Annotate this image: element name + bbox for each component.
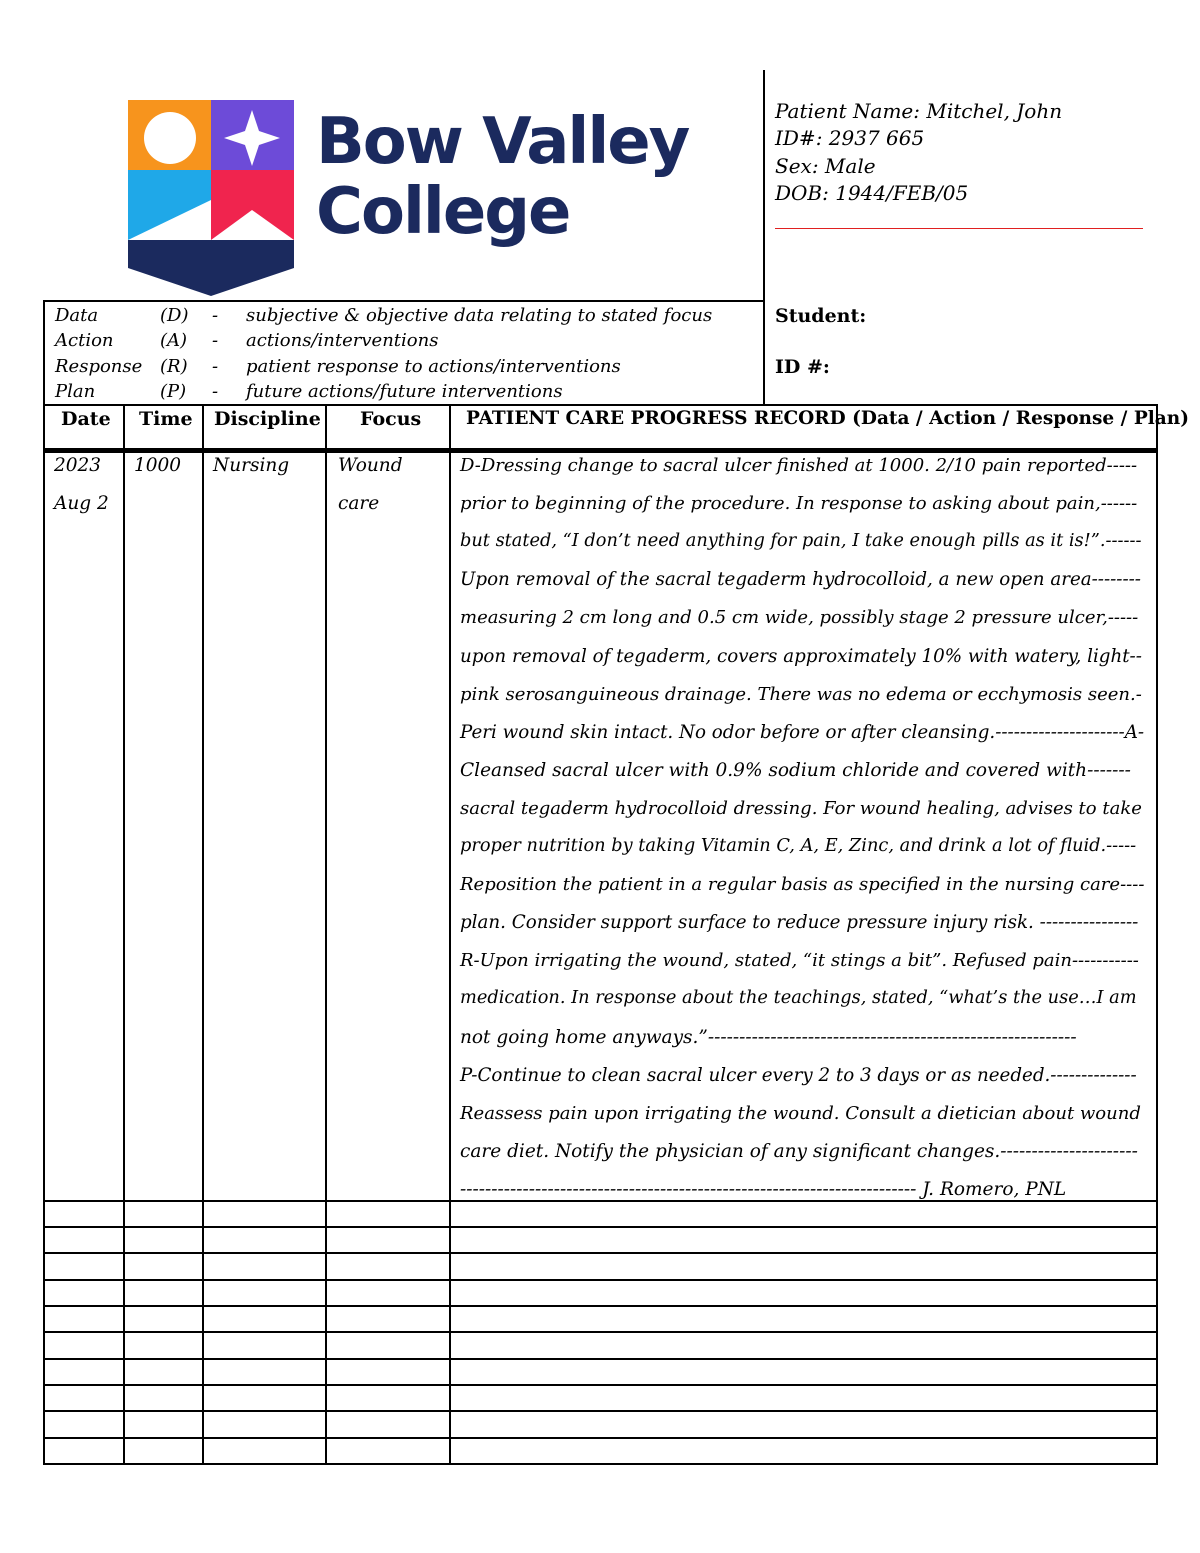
legend-dash-action: -: [212, 330, 219, 351]
note-line: sacral tegaderm hydrocolloid dressing. For wound healing, advises to take: [460, 797, 1142, 819]
header-focus: Focus: [360, 408, 422, 430]
row-line: [43, 1384, 1158, 1386]
row-line: [43, 1226, 1158, 1228]
note-line: upon removal of tegaderm, covers approximately 10% with watery, light--: [460, 645, 1142, 667]
row-line: [43, 1437, 1158, 1439]
note-line: Peri wound skin intact. No odor before or after cleansing.---------------------A-: [460, 721, 1145, 743]
patient-name: Patient Name: Mitchel, John: [775, 99, 1063, 123]
legend-term-action: Action: [55, 330, 114, 351]
header-record: PATIENT CARE PROGRESS RECORD (Data / Action / Response / Plan): [466, 408, 1189, 429]
row-line: [43, 1200, 1158, 1202]
header-time: Time: [139, 408, 193, 430]
table-header-bottom-border: [43, 448, 1158, 453]
note-line: not going home anyways.”-----------------------------------------------------------: [460, 1026, 1077, 1048]
note-line: P-Continue to clean sacral ulcer every 2 to 3 days or as needed.--------------: [460, 1064, 1137, 1086]
note-line: ------------------------------------------------------------------------- J. Romero, PNL: [460, 1178, 1067, 1200]
row-line: [43, 1305, 1158, 1307]
college-logo-icon: [128, 100, 294, 296]
row-line: [43, 1358, 1158, 1360]
row-line: [43, 1279, 1158, 1281]
legend-desc-plan: future actions/future interventions: [246, 381, 563, 402]
note-line: Reposition the patient in a regular basis as specified in the nursing care----: [460, 874, 1145, 896]
legend-left-border: [43, 300, 45, 405]
table-top-border: [43, 404, 1158, 406]
entry-discipline: Nursing: [213, 455, 290, 476]
legend-top-border: [43, 300, 765, 302]
entry-focus-line2: care: [338, 493, 380, 514]
legend-term-data: Data: [55, 305, 99, 326]
legend-desc-action: actions/interventions: [246, 330, 439, 351]
note-line: proper nutrition by taking Vitamin C, A, E, Zinc, and drink a lot of fluid.-----: [460, 836, 1137, 856]
legend-code-response: (R): [160, 356, 188, 377]
student-label: Student:: [775, 305, 867, 327]
entry-time: 1000: [134, 455, 182, 476]
legend-dash-data: -: [212, 305, 219, 326]
note-line: Reassess pain upon irrigating the wound. Consult a dietician about wound: [460, 1102, 1141, 1124]
note-line: Upon removal of the sacral tegaderm hydrocolloid, a new open area--------: [460, 569, 1141, 591]
entry-date-day: Aug 2: [54, 493, 109, 514]
row-line: [43, 1331, 1158, 1333]
entry-focus-line1: Wound: [338, 455, 403, 476]
note-line: prior to beginning of the procedure. In response to asking about pain,------: [460, 493, 1138, 515]
note-line: measuring 2 cm long and 0.5 cm wide, possibly stage 2 pressure ulcer,-----: [460, 607, 1139, 629]
note-line: but stated, “I don’t need anything for pain, I take enough pills as it is!”.------: [460, 531, 1142, 552]
note-line: medication. In response about the teachings, stated, “what’s the use…I am: [460, 988, 1137, 1009]
legend-code-plan: (P): [160, 381, 187, 402]
legend-dash-response: -: [212, 356, 219, 377]
row-line: [43, 1410, 1158, 1412]
header-discipline: Discipline: [214, 408, 321, 430]
legend-code-action: (A): [160, 330, 188, 351]
note-line: R-Upon irrigating the wound, stated, “it stings a bit”. Refused pain-----------: [460, 950, 1139, 972]
patient-sex: Sex: Male: [775, 154, 876, 178]
note-line: plan. Consider support surface to reduce pressure injury risk. ----------------: [460, 912, 1139, 934]
legend-term-plan: Plan: [55, 381, 96, 402]
logo-text-line1: Bow Valley: [316, 105, 689, 179]
header-date: Date: [61, 408, 111, 430]
legend-dash-plan: -: [212, 381, 219, 402]
entry-date-year: 2023: [54, 455, 102, 476]
header-vertical-divider: [763, 70, 765, 404]
table-bottom-border: [43, 1463, 1158, 1465]
note-line: Cleansed sacral ulcer with 0.9% sodium chloride and covered with-------: [460, 759, 1131, 781]
row-line: [43, 1252, 1158, 1254]
student-id-label: ID #:: [775, 356, 830, 378]
patient-info-divider: [775, 228, 1143, 229]
note-line: D-Dressing change to sacral ulcer finished at 1000. 2/10 pain reported-----: [460, 455, 1138, 476]
note-line: care diet. Notify the physician of any significant changes.----------------------: [460, 1140, 1138, 1162]
patient-dob: DOB: 1944/FEB/05: [775, 181, 969, 205]
note-line: pink serosanguineous drainage. There was no edema or ecchymosis seen.-: [460, 683, 1142, 705]
patient-id: ID#: 2937 665: [775, 126, 925, 150]
legend-code-data: (D): [160, 305, 189, 326]
legend-term-response: Response: [55, 356, 143, 377]
legend-desc-response: patient response to actions/interventions: [246, 356, 621, 377]
legend-desc-data: subjective & objective data relating to stated focus: [246, 305, 713, 326]
logo-text-line2: College: [316, 175, 570, 249]
